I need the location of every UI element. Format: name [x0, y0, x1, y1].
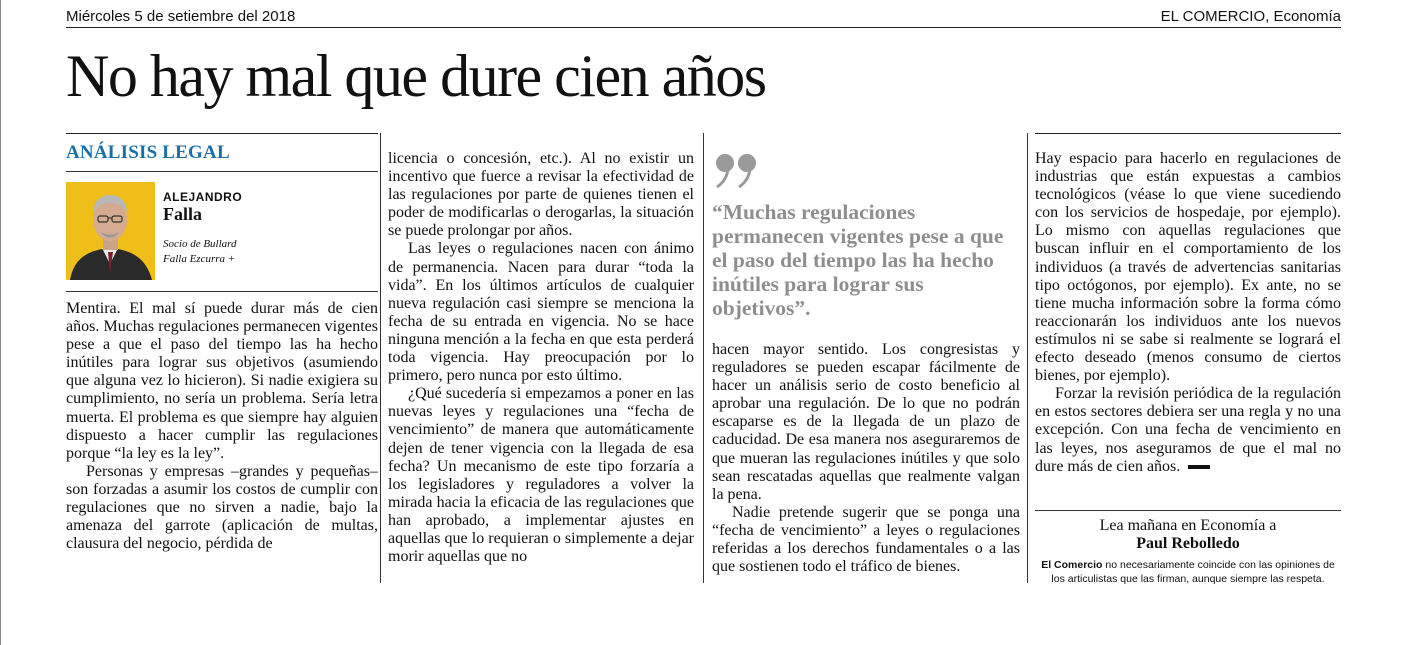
disclaimer-text: no necesariamente coincide con las opiniones de los articulistas que las firman, aunque siempre las respeta. [1051, 559, 1335, 585]
paragraph: Las leyes o regulaciones nacen con ánimo de permanencia. Nacen para durar “toda la vida”. En los últimos artículos de cualquier nueva regulación casi siempre se menciona la fecha de su entrada en vigencia. No se hace ninguna mención a la fecha en que esta perderá toda vigencia. Hay preocupación por lo primero, pero nunca por esto último. [388, 240, 694, 385]
paragraph: Mentira. El mal sí puede durar más de cien años. Muchas regulaciones permanecen vigentes pese a que el paso del tiempo las ha hecho inútiles para lograr sus objetivos (asumiendo que alguna vez lo hicieron). Si nadie exigiera su cumplimiento, no sería un problema. Sería letra muerta. El problema es que siempre hay alguien dispuesto a hacer cumplir las regulaciones porque “la ley es la ley”. [66, 300, 378, 462]
header-publication: EL COMERCIO, Economía [1160, 8, 1341, 25]
column-divider-2 [703, 133, 704, 583]
tomorrow-author: Paul Rebolledo [1136, 535, 1240, 552]
tomorrow-line: Lea mañana en Economía a [1099, 517, 1277, 534]
quote-marks-icon [714, 151, 760, 191]
author-rule [66, 291, 378, 292]
top-rule-left [66, 133, 378, 134]
article-column-3 [712, 341, 1020, 576]
paragraph: Hay espacio para hacerlo en regulaciones de industrias que están expuestas a cambios tecnológicos (véase lo que viene sucediendo con los servicios de hospedaje, por ejemplo). Lo mismo con aquellas regulaciones que buscan influir en el comportamiento de los individuos (a través de advertencias sanitarias tipo octógonos, por ejemplo). Ex ante, no se tiene mucha información sobre la forma cómo reaccionarán los individuos ante los nuevos estímulos ni se sabe si realmente se logrará el efecto deseado (menos consumo de ciertos bienes, por ejemplo). [1035, 150, 1341, 385]
header-rule [66, 27, 1341, 28]
disclaimer [1035, 558, 1341, 586]
headline: No hay mal que dure cien años [66, 43, 766, 109]
author-portrait-icon [66, 182, 155, 280]
paragraph: Nadie pretende sugerir que se ponga una “fecha de vencimiento” a leyes o regulaciones referidas a los derechos fundamentales o a las que sostienen todo el tráfico de bienes. [712, 503, 1020, 576]
paragraph: licencia o concesión, etc.). Al no existir un incentivo que fuerce a revisar la efectividad de las regulaciones por parte de quienes tienen el poder de modificarlas o derogarlas, la situación se puede prolongar por años. [388, 150, 694, 240]
author-role [163, 237, 273, 267]
author-first-name: ALEJANDRO [163, 190, 243, 204]
article-column-2 [388, 150, 694, 566]
disclaimer-brand: El Comercio [1041, 559, 1103, 571]
header-date: Miércoles 5 de setiembre del 2018 [66, 8, 296, 25]
paragraph: ¿Qué sucedería si empezamos a poner en las nuevas leyes y regulaciones una “fecha de vencimiento” de manera que automáticamente dejen de tener vigencia con la llegada de esa fecha? Un mecanismo de este tipo forzaría a los legisladores y reguladores a volver la mirada hacia la eficacia de las regulaciones que han aprobado, a implementar ajustes en aquellas que lo requieran o simplemente a dejar morir aquellas que no [388, 385, 694, 566]
paragraph: hacen mayor sentido. Los congresistas y reguladores se pueden escapar fácilmente de hacer un análisis serio de costo beneficio al aprobar una regulación. De lo que no podrán escaparse es de la llegada de un plazo de caducidad. De esa manera nos aseguraremos de que mueran las regulaciones inútiles y que solo sean rescatadas aquellas que realmente valgan la pena. [712, 341, 1020, 503]
author-role-line2: Falla Ezcurra + [163, 253, 236, 265]
section-rule [66, 171, 378, 172]
article-column-4 [1035, 150, 1341, 476]
page-edge-rule [0, 0, 1, 645]
closing-paragraph-text: Forzar la revisión periódica de la regulación en estos sectores debiera ser una regla y no una excepción. Con una fecha de vencimiento en las leyes, nos aseguramos de que el mal no dure más de cien años. [1035, 385, 1341, 475]
top-rule-right [1035, 133, 1341, 134]
author-photo [66, 182, 155, 280]
paragraph: Personas y empresas –grandes y pequeñas– son forzadas a asumir los costos de cumplir con regulaciones que no sirven a nadie, bajo la amenaza del garrote (aplicación de multas, clausura del negocio, pérdida de [66, 462, 378, 553]
author-last-name: Falla [163, 204, 202, 224]
end-of-article-mark [1188, 465, 1210, 469]
column-divider-1 [380, 133, 381, 583]
author-role-line1: Socio de Bullard [163, 238, 237, 250]
paragraph [1035, 385, 1341, 475]
tomorrow-rule [1035, 510, 1341, 511]
column-divider-3 [1027, 133, 1028, 583]
section-label: ANÁLISIS LEGAL [66, 142, 230, 163]
pull-quote: “Muchas regulaciones permanecen vigentes pese a que el paso del tiempo las ha hecho inútiles para lograr sus objetivos”. [712, 200, 1004, 320]
article-column-1 [66, 300, 378, 553]
